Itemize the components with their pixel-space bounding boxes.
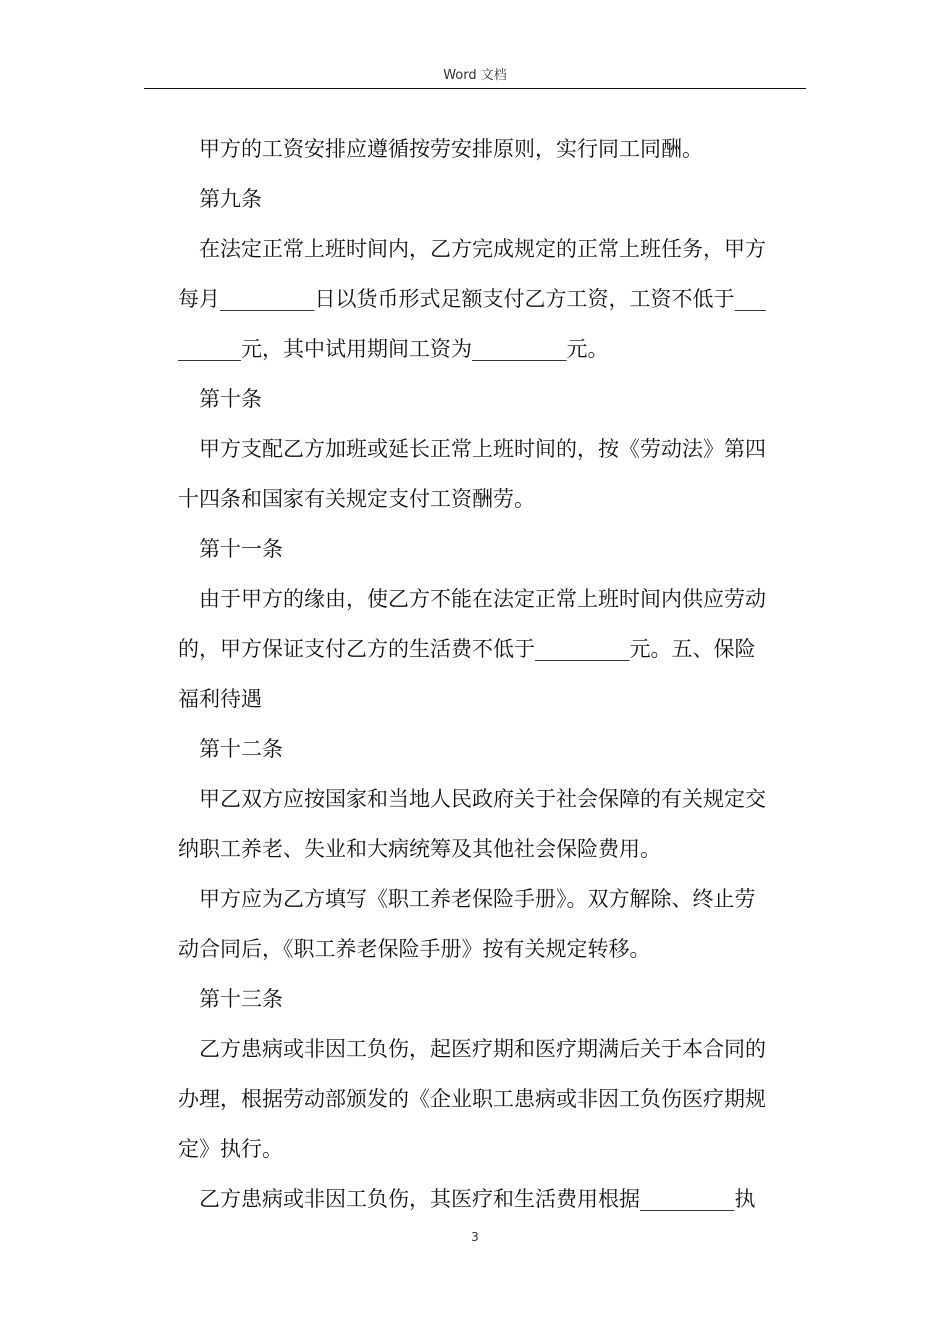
paragraph-line: 甲方支配乙方加班或延长正常上班时间的，按《劳动法》第四 bbox=[199, 437, 766, 461]
paragraph-line: 甲乙双方应按国家和当地人民政府关于社会保障的有关规定交 bbox=[199, 787, 766, 811]
page-header: Word 文档 bbox=[144, 66, 806, 89]
article-heading: 第九条 bbox=[199, 187, 262, 211]
paragraph-line: 动合同后，《职工养老保险手册》按有关规定转移。 bbox=[178, 937, 651, 961]
page-number: 3 bbox=[471, 1230, 479, 1244]
paragraph-line: 定》执行。 bbox=[178, 1137, 283, 1161]
paragraph-line: 甲方应为乙方填写《职工养老保险手册》。双方解除、终止劳 bbox=[199, 887, 756, 911]
paragraph-line: ______元，其中试用期间工资为_________元。 bbox=[178, 337, 609, 361]
article-heading: 第十二条 bbox=[199, 737, 283, 761]
paragraph-line: 福利待遇 bbox=[178, 687, 262, 711]
paragraph-line: 由于甲方的缘由，使乙方不能在法定正常上班时间内供应劳动 bbox=[199, 587, 766, 611]
article-heading: 第十三条 bbox=[199, 987, 283, 1011]
paragraph-line: 十四条和国家有关规定支付工资酬劳。 bbox=[178, 487, 535, 511]
article-heading: 第十一条 bbox=[199, 537, 283, 561]
paragraph-line: 乙方患病或非因工负伤，起医疗期和医疗期满后关于本合同的 bbox=[199, 1037, 766, 1061]
paragraph-line: 纳职工养老、失业和大病统筹及其他社会保险费用。 bbox=[178, 837, 661, 861]
paragraph-line: 在法定正常上班时间内，乙方完成规定的正常上班任务，甲方 bbox=[199, 237, 766, 261]
paragraph-line: 乙方患病或非因工负伤，其医疗和生活费用根据_________执 bbox=[199, 1187, 756, 1211]
paragraph-line: 的，甲方保证支付乙方的生活费不低于_________元。五、保险 bbox=[178, 637, 756, 661]
paragraph-line: 办理，根据劳动部颁发的《企业职工患病或非因工负伤医疗期规 bbox=[178, 1087, 766, 1111]
paragraph-line: 每月_________日以货币形式足额支付乙方工资，工资不低于___ bbox=[178, 287, 766, 311]
article-heading: 第十条 bbox=[199, 387, 262, 411]
paragraph-line: 甲方的工资安排应遵循按劳安排原则，实行同工同酬。 bbox=[199, 137, 703, 161]
